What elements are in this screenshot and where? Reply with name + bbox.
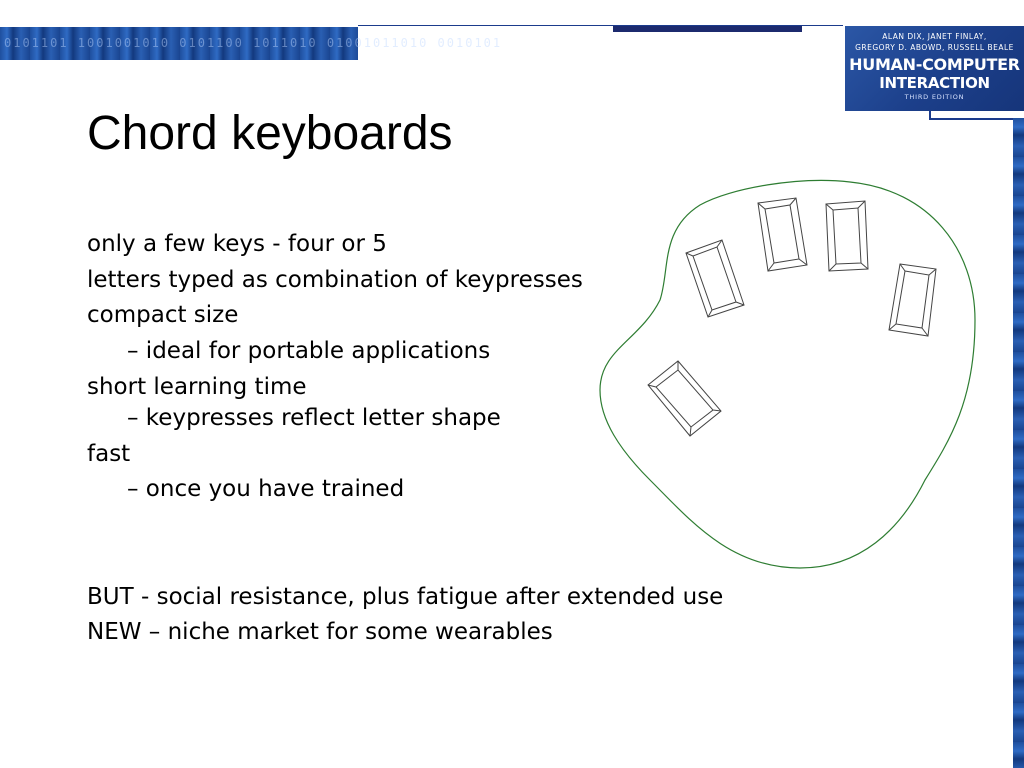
right-decorative-band [1013,118,1024,768]
bullet-combination: letters typed as combination of keypresses [87,267,583,293]
keyboard-outline [600,180,975,568]
chord-keyboard-illustration [598,176,980,572]
sub-bullet-trained: – once you have trained [127,476,405,502]
bullet-compact-size: compact size [87,302,239,328]
key-little [889,264,936,336]
book-edition: THIRD EDITION [904,93,965,101]
book-title-line2: INTERACTION [879,74,990,92]
sub-bullet-letter-shape: – keypresses reflect letter shape [127,405,501,431]
header-binary-pattern: 0101101 1001001010 0101100 1011010 01001011010 0010101 [4,36,503,50]
key-thumb [648,361,721,436]
sub-bullet-portable: – ideal for portable applications [127,338,491,364]
bullet-few-keys: only a few keys - four or 5 [87,231,387,257]
key-ring [826,201,868,271]
header-decorative-band [0,27,503,60]
slide-title: Chord keyboards [87,107,453,160]
book-cover-logo [845,26,1024,111]
note-niche-market: NEW – niche market for some wearables [87,619,553,645]
note-social-resistance: BUT - social resistance, plus fatigue after extended use [87,584,724,610]
bullet-learning-time: short learning time [87,374,307,400]
key-middle [758,198,807,271]
right-rule [929,118,1024,120]
book-title-line1: HUMAN-COMPUTER [849,55,1020,74]
bullet-fast: fast [87,441,131,467]
header-accent-bar [613,26,802,32]
book-authors-line1: ALAN DIX, JANET FINLAY, [882,32,987,41]
key-index [686,240,744,317]
book-authors-line2: GREGORY D. ABOWD, RUSSELL BEALE [855,43,1014,52]
